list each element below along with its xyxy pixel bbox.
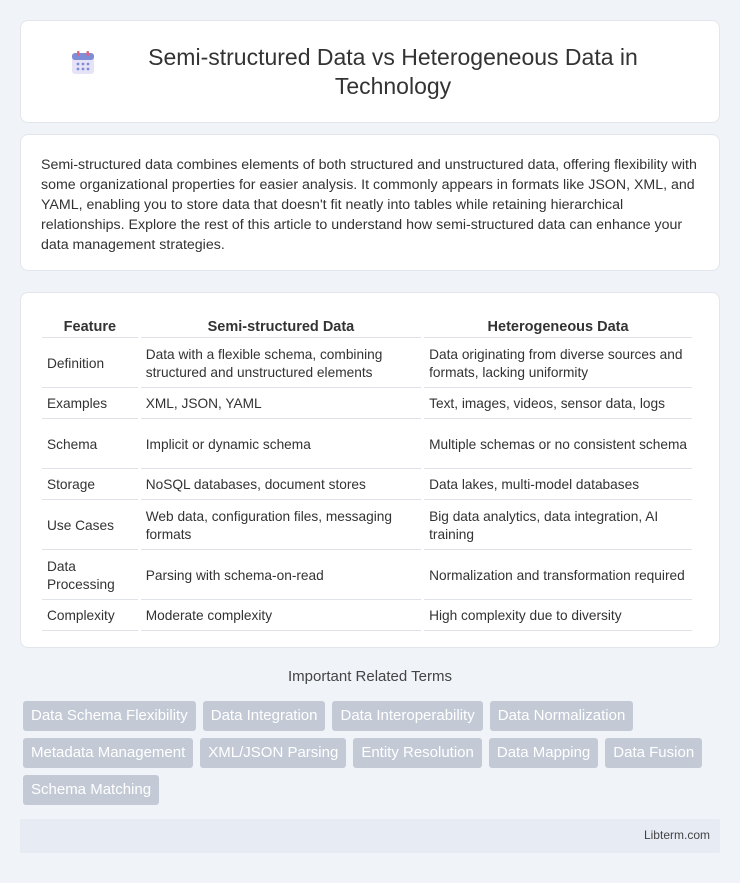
footer-site-link[interactable]: Libterm.com: [643, 828, 710, 842]
row-heterogeneous: High complexity due to diversity: [424, 602, 692, 631]
tag-data-mapping[interactable]: Data Mapping: [489, 738, 598, 768]
header-heterogeneous: Heterogeneous Data: [424, 315, 692, 338]
table-header-row: [42, 315, 692, 338]
tag-data-normalization[interactable]: Data Normalization: [490, 701, 634, 731]
row-heterogeneous: Multiple schemas or no consistent schema: [424, 421, 692, 469]
row-semi-structured: NoSQL databases, document stores: [141, 471, 421, 500]
header-semi-structured: Semi-structured Data: [141, 315, 421, 338]
row-heterogeneous: Big data analytics, data integration, AI training: [424, 502, 692, 550]
table-row: [42, 421, 692, 469]
calendar-icon: [70, 50, 96, 76]
page-title: Semi-structured Data vs Heterogeneous Data in Technology: [148, 43, 638, 99]
row-feature: Complexity: [42, 602, 138, 631]
header-feature: Feature: [42, 315, 138, 338]
row-feature: Definition: [42, 340, 138, 388]
tag-data-integration[interactable]: Data Integration: [203, 701, 326, 731]
tag-data-interoperability[interactable]: Data Interoperability: [332, 701, 482, 731]
table-row: [42, 602, 692, 631]
tag-entity-resolution[interactable]: Entity Resolution: [353, 738, 482, 768]
title-card: [20, 20, 720, 123]
tag-data-fusion[interactable]: Data Fusion: [605, 738, 702, 768]
tag-xml-json-parsing[interactable]: XML/JSON Parsing: [200, 738, 346, 768]
related-terms-title: Important Related Terms: [288, 668, 452, 685]
row-semi-structured: Implicit or dynamic schema: [141, 421, 421, 469]
row-feature: Examples: [42, 390, 138, 419]
row-feature: Use Cases: [42, 502, 138, 550]
comparison-table-card: [20, 292, 720, 648]
intro-card: [20, 134, 720, 271]
related-terms-tags: [23, 701, 723, 812]
row-heterogeneous: Data lakes, multi-model databases: [424, 471, 692, 500]
row-heterogeneous: Data originating from diverse sources and formats, lacking uniformity: [424, 340, 692, 388]
intro-paragraph: Semi-structured data combines elements of both structured and unstructured data, offering flexibility with some organizational properties for easier analysis. It commonly appears in formats like JSON, XML, and YAML, enabling you to store data that doesn't fit neatly into tables while retaining hierarchical relationships. Explore the rest of this article to understand how semi-structured data can enhance your data management strategies.: [41, 157, 697, 253]
tag-data-schema-flexibility[interactable]: Data Schema Flexibility: [23, 701, 196, 731]
row-heterogeneous: Normalization and transformation required: [424, 552, 692, 600]
row-feature: Data Processing: [42, 552, 138, 600]
row-semi-structured: XML, JSON, YAML: [141, 390, 421, 419]
tag-schema-matching[interactable]: Schema Matching: [23, 775, 159, 805]
table-row: [42, 390, 692, 419]
footer: [20, 819, 720, 853]
tag-metadata-management[interactable]: Metadata Management: [23, 738, 193, 768]
table-row: [42, 502, 692, 550]
row-semi-structured: Moderate complexity: [141, 602, 421, 631]
table-row: [42, 340, 692, 388]
title-wrap: [70, 43, 670, 101]
row-feature: Schema: [42, 421, 138, 469]
row-semi-structured: Data with a flexible schema, combining structured and unstructured elements: [141, 340, 421, 388]
comparison-table: [39, 313, 695, 633]
row-heterogeneous: Text, images, videos, sensor data, logs: [424, 390, 692, 419]
row-semi-structured: Parsing with schema-on-read: [141, 552, 421, 600]
row-feature: Storage: [42, 471, 138, 500]
row-semi-structured: Web data, configuration files, messaging formats: [141, 502, 421, 550]
table-row: [42, 552, 692, 600]
table-row: [42, 471, 692, 500]
